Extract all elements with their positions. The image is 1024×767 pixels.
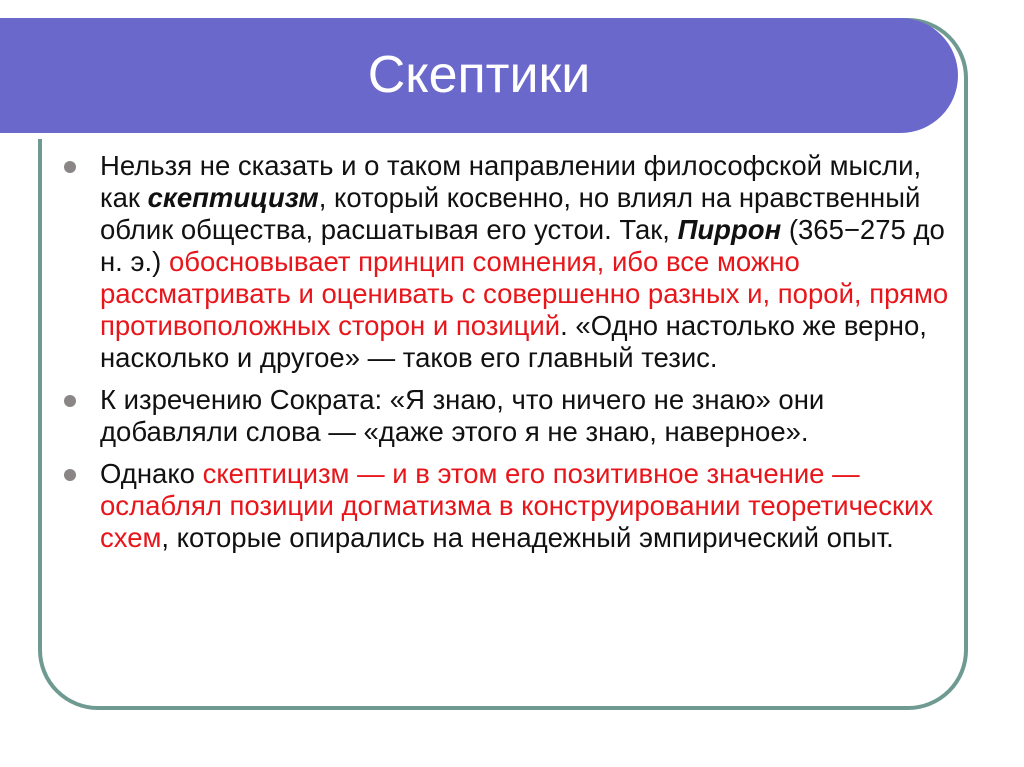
slide-content — [62, 150, 952, 564]
bullet-text: К изречению Сократа: «Я знаю, что ничего не знаю» они добавляли слова — «даже этого я не знаю, наверное». — [100, 384, 825, 447]
title-divider — [0, 133, 906, 139]
bullet-text: , который косвенно, но влиял на нравственный облик общества, расшатывая его устои. Так, — [100, 182, 921, 245]
bullet-text: Нельзя не сказать и о таком направлении философской мысли, как — [100, 150, 922, 213]
bullet-dot-icon — [64, 469, 76, 481]
bullet-item-dogmatism — [62, 458, 952, 554]
bullet-text: (365−275 до н. э.) — [100, 214, 945, 277]
bullet-dot-icon — [64, 161, 76, 173]
bullet-text: , которые опирались на ненадежный эмпирический опыт. — [161, 522, 894, 553]
bullet-text: Однако — [100, 458, 203, 489]
bullet-item-socrates — [62, 384, 952, 448]
highlight-text: скептицизм — и в этом его позитивное значение — ослаблял позиции догматизма в конструировании теоретических схем — [100, 458, 934, 553]
term-skepticism: скептицизм — [147, 182, 319, 213]
name-pyrrho: Пиррон — [677, 214, 782, 245]
slide-title: Скептики — [367, 46, 591, 104]
highlight-text: обосновывает принцип сомнения, ибо все можно рассматривать и оценивать с совершенно разных и, порой, прямо противоположных сторон и позиций — [100, 246, 949, 341]
bullet-text: . «Одно настолько же верно, насколько и другое» — таков его главный тезис. — [100, 310, 927, 373]
bullet-item-pyrrho — [62, 150, 952, 374]
bullet-dot-icon — [64, 395, 76, 407]
bullet-list — [62, 150, 952, 554]
